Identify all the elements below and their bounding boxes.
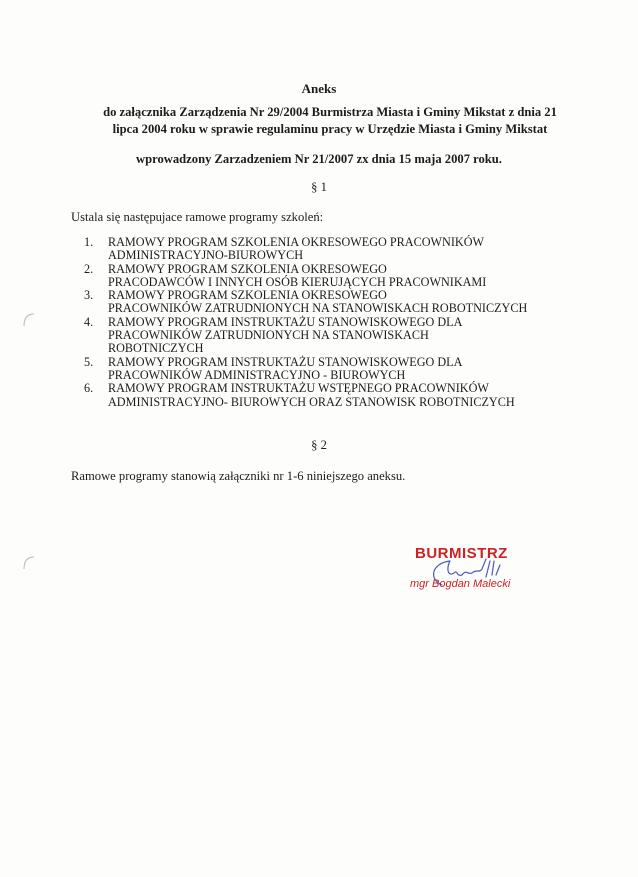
subtitle-line-1: do załącznika Zarządzenia Nr 29/2004 Burmistrza Miasta i Gminy Mikstat z dnia 21 (103, 105, 557, 119)
signature-stamp-title: BURMISTRZ (415, 545, 508, 562)
list-item-number: 5. (84, 354, 94, 369)
list-item-number: 3. (84, 288, 94, 303)
list-item-line: PRACOWNIKÓW ADMINISTRACYJNO - BIUROWYCH (108, 367, 406, 382)
list-item-line: RAMOWY PROGRAM SZKOLENIA OKRESOWEGO (108, 288, 387, 303)
lead-text: Ustala się następujace ramowe programy szkoleń: (71, 210, 324, 224)
signature-name: mgr Bogdan Malecki (410, 578, 511, 590)
list-item-line: RAMOWY PROGRAM SZKOLENIA OKRESOWEGO (108, 261, 387, 276)
list-item-number: 2. (84, 261, 94, 276)
list-item (84, 289, 564, 316)
list-item-line: RAMOWY PROGRAM INSTRUKTAŻU STANOWISKOWEGO DLA (108, 354, 463, 369)
closing-text: Ramowe programy stanowią załączniki nr 1-6 niniejszego aneksu. (71, 469, 406, 483)
list-item-line: RAMOWY PROGRAM SZKOLENIA OKRESOWEGO PRACOWNIKÓW (108, 235, 485, 249)
list-item-line: PRACOWNIKÓW ZATRUDNIONYCH NA STANOWISKACH (108, 328, 429, 343)
list-item (84, 236, 564, 263)
list-item-line: ADMINISTRACYJNO- BIUROWYCH ORAZ STANOWISK ROBOTNICZYCH (108, 394, 515, 409)
subtitle-line-2: lipca 2004 roku w sprawie regulaminu pracy w Urzędzie Miasta i Gminy Mikstat (112, 122, 548, 136)
punch-hole-mark-icon (22, 555, 36, 571)
list-item (84, 356, 564, 383)
list-item-line: ROBOTNICZYCH (108, 341, 204, 356)
list-item (84, 316, 564, 356)
list-item (84, 263, 564, 290)
list-item-line: RAMOWY PROGRAM INSTRUKTAŻU WSTĘPNEGO PRACOWNIKÓW (108, 381, 489, 396)
list-item-line: PRACOWNIKÓW ZATRUDNIONYCH NA STANOWISKACH ROBOTNICZYCH (108, 301, 528, 316)
list-item-line: ADMINISTRACYJNO-BIUROWYCH (108, 248, 303, 263)
list-item-line: RAMOWY PROGRAM INSTRUKTAŻU STANOWISKOWEGO DLA (108, 314, 463, 329)
document-subtitle (80, 104, 580, 138)
list-item (84, 382, 564, 409)
section-2-label: § 2 (311, 438, 327, 452)
punch-hole-mark-icon (22, 312, 36, 328)
list-item-number: 4. (84, 314, 94, 329)
list-item-line: PRACODAWCÓW I INNYCH OSÓB KIERUJĄCYCH PRACOWNIKAMI (108, 274, 487, 289)
list-item-number: 1. (84, 235, 94, 249)
document-intro: wprowadzony Zarzadzeniem Nr 21/2007 zx dnia 15 maja 2007 roku. (136, 152, 502, 166)
training-programs-list (84, 236, 564, 409)
list-item-number: 6. (84, 381, 94, 396)
document-title: Aneks (301, 81, 337, 96)
section-1-label: § 1 (311, 180, 327, 194)
